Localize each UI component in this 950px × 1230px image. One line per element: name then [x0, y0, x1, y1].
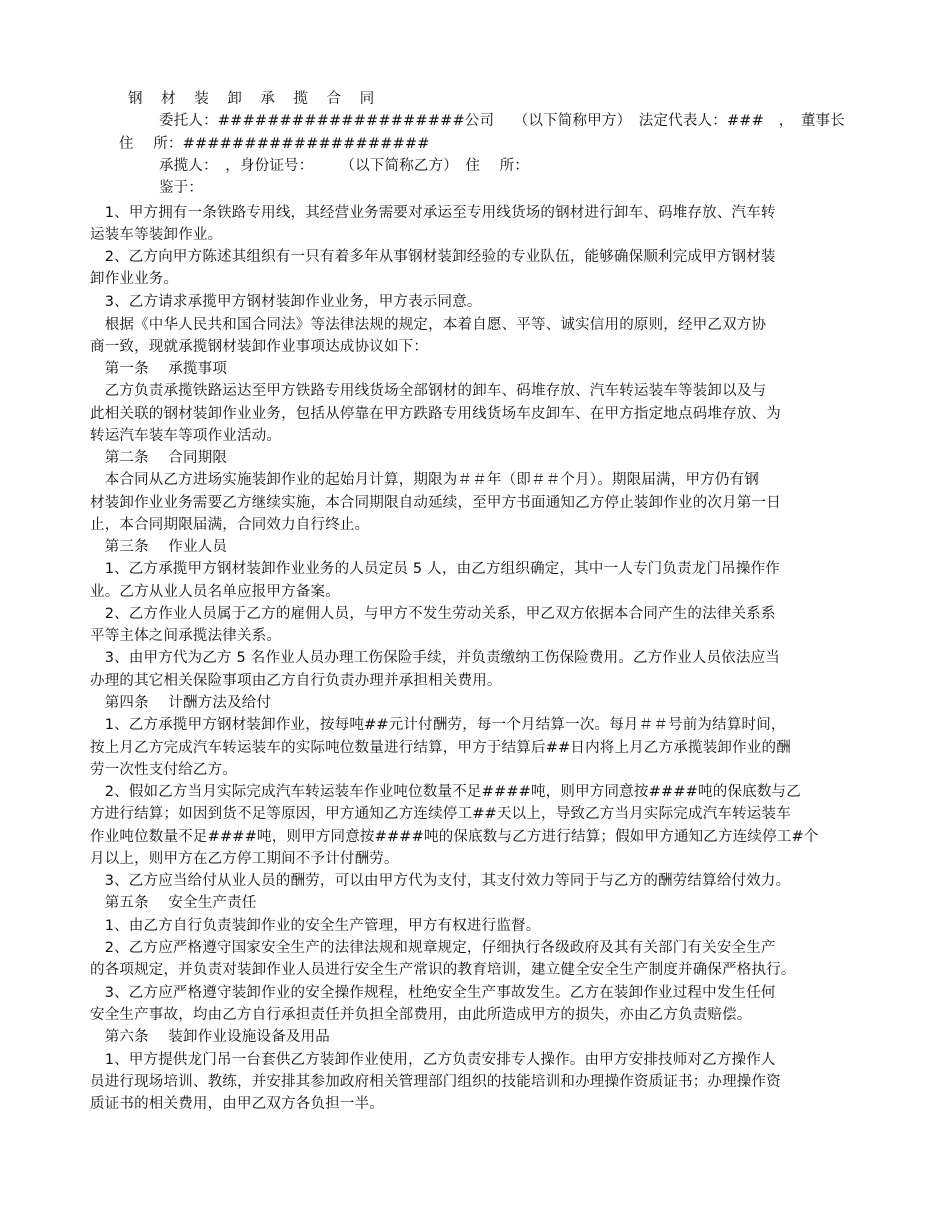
- body-line: 商一致，现就承揽钢材装卸作业事项达成协议如下：: [90, 339, 429, 355]
- body-line: 1、由乙方自行负责装卸作业的安全生产管理，甲方有权进行监督。: [90, 918, 541, 934]
- body-line: 作业吨位数量不足####吨，则甲方同意按####吨的保底数与乙方进行结算；假如甲方通知乙方连续停工#个: [90, 829, 819, 845]
- body-line: 平等主体之间承揽法律关系。: [90, 628, 282, 644]
- body-line: 按上月乙方完成汽车转运装车的实际吨位数量进行结算，甲方于结算后##日内将上月乙方承揽装卸作业的酬: [90, 740, 791, 756]
- body-line: 方进行结算；如因到货不足等原因，甲方通知乙方连续停工##天以上，导致乙方当月实际完成汽车转运装车: [90, 806, 791, 822]
- body-line: 乙方负责承揽铁路运达至甲方铁路专用线货场全部钢材的卸车、码堆存放、汽车转运装车等装卸以及与: [90, 383, 767, 399]
- body-line: 3、乙方请求承揽甲方钢材装卸作业业务，甲方表示同意。: [90, 294, 482, 310]
- body-line: 2、乙方作业人员属于乙方的雇佣人员，与甲方不发生劳动关系，甲乙双方依据本合同产生的法律关系系: [90, 606, 776, 622]
- body-line: 安全生产事故，均由乙方自行承担责任并负担全部费用，由此所造成甲方的损失，亦由乙方负责赔偿。: [90, 1007, 752, 1023]
- section-heading: 第一条 承揽事项: [90, 361, 228, 377]
- body-line: 1、乙方承揽甲方钢材装卸作业，按每吨##元计付酬劳，每一个月结算一次。每月＃＃号前为结算时间，: [90, 717, 786, 733]
- body-line: 转运汽车装车等项作业活动。: [90, 428, 282, 444]
- body-line: 止，本合同期限届满，合同效力自行终止。: [90, 517, 370, 533]
- body-line: 此相关联的钢材装卸作业业务，包括从停靠在甲方跌路专用线货场车皮卸车、在甲方指定地点码堆存放、为: [90, 406, 781, 422]
- client-line: 委托人：####################公司 （以下简称甲方） 法定代表人：### ， 董事长: [159, 113, 845, 129]
- body-line: 2、乙方向甲方陈述其组织有一只有着多年从事钢材装卸经验的专业队伍，能够确保顺利完成甲方钢材装: [90, 249, 776, 265]
- body-line: 1、乙方承揽甲方钢材装卸作业业务的人员定员 5 人，由乙方组织确定，其中一人专门负责龙门吊操作作: [90, 561, 780, 577]
- section-heading: 第六条 装卸作业设施设备及用品: [90, 1029, 331, 1045]
- section-heading: 第四条 计酬方法及给付: [90, 695, 272, 711]
- body-line: 月以上，则甲方在乙方停工期间不予计付酬劳。: [90, 851, 399, 867]
- body-line: 1、甲方提供龙门吊一台套供乙方装卸作业使用，乙方负责安排专人操作。由甲方安排技师对乙方操作人: [90, 1052, 776, 1068]
- body-line: 2、假如乙方当月实际完成汽车转运装车作业吨位数量不足####吨，则甲方同意按####吨的保底数与乙: [90, 784, 801, 800]
- body-line: 3、乙方应严格遵守装卸作业的安全操作规程，杜绝安全生产事故发生。乙方在装卸作业过程中发生任何: [90, 985, 776, 1001]
- address-line: 住 所：####################: [119, 136, 430, 152]
- body-line: 运装车等装卸作业。: [90, 227, 223, 243]
- section-heading: 第五条 安全生产责任: [90, 895, 257, 911]
- body-line: 卸作业业务。: [90, 271, 179, 287]
- body-line: 1、甲方拥有一条铁路专用线，其经营业务需要对承运至专用线货场的钢材进行卸车、码堆存放、汽车转: [90, 205, 776, 221]
- body-line: 的各项规定，并负责对装卸作业人员进行安全生产常识的教育培训，建立健全安全生产制度并确保严格执行。: [90, 962, 796, 978]
- body-line: 员进行现场培训、教练，并安排其参加政府相关管理部门组织的技能培训和办理操作资质证书；办理操作资: [90, 1074, 781, 1090]
- body-line: 2、乙方应严格遵守国家安全生产的法律法规和规章规定，仔细执行各级政府及其有关部门有关安全生产: [90, 940, 776, 956]
- body-line: 业。乙方从业人员名单应报甲方备案。: [90, 584, 340, 600]
- body-line: 根据《中华人民共和国合同法》等法律法规的规定，本着自愿、平等、诚实信用的原则，经甲乙双方协: [90, 317, 767, 333]
- body-line: 劳一次性支付给乙方。: [90, 762, 237, 778]
- body-line: 材装卸作业业务需要乙方继续实施，本合同期限自动延续，至甲方书面通知乙方停止装卸作业的次月第一日: [90, 495, 781, 511]
- contractor-line: 承揽人： ，身份证号： （以下简称乙方） 住 所：: [159, 158, 530, 174]
- body-line: 3、由甲方代为乙方 5 名作业人员办理工伤保险手续，并负责缴纳工伤保险费用。乙方作业人员依法应当: [90, 650, 780, 666]
- whereas-line: 鉴于：: [159, 180, 204, 196]
- body-line: 本合同从乙方进场实施装卸作业的起始月计算，期限为＃＃年（即＃＃个月）。期限届满，甲方仍有钢: [90, 472, 759, 488]
- body-line: 3、乙方应当给付从业人员的酬劳，可以由甲方代为支付，其支付效力等同于与乙方的酬劳结算给付效力。: [90, 873, 791, 889]
- body-line: 质证书的相关费用，由甲乙双方各负担一半。: [90, 1096, 384, 1112]
- section-heading: 第三条 作业人员: [90, 539, 228, 555]
- section-heading: 第二条 合同期限: [90, 450, 228, 466]
- contract-title: 钢 材 装 卸 承 揽 合 同: [128, 91, 382, 107]
- body-line: 办理的其它相关保险事项由乙方自行负责办理并承担相关费用。: [90, 673, 502, 689]
